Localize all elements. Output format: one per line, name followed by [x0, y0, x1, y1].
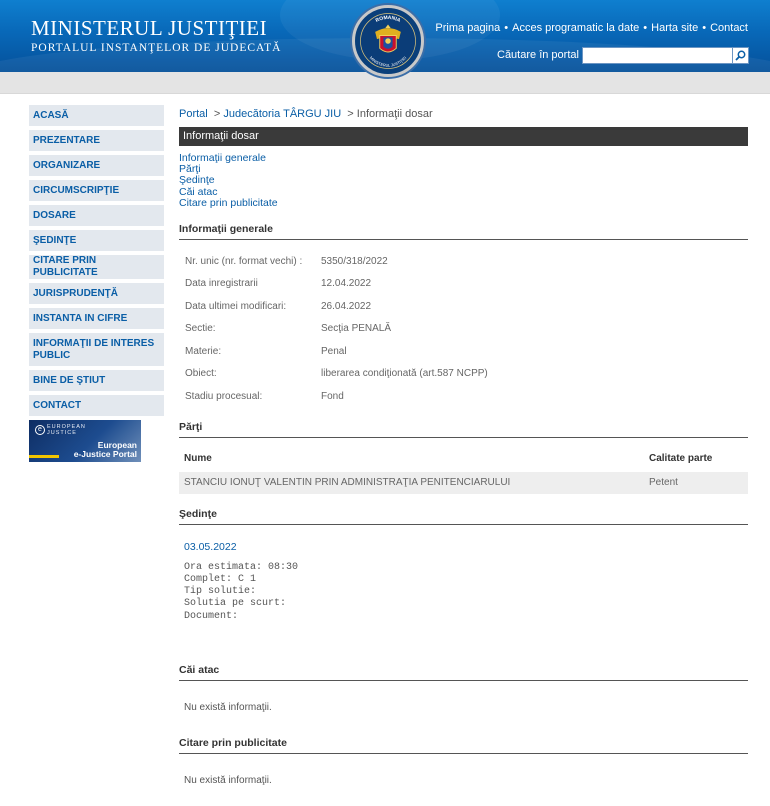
anchor-citare[interactable]: Citare prin publicitate — [179, 196, 278, 209]
info-value: Secţia PENALĂ — [321, 323, 392, 335]
banner-stripe — [29, 455, 59, 458]
site-subtitle: PORTALUL INSTANŢELOR DE JUDECATĂ — [31, 42, 282, 54]
sidebar-item-prezentare[interactable]: PREZENTARE — [29, 130, 164, 151]
link-contact[interactable]: Contact — [710, 22, 748, 34]
general-info-table — [179, 250, 748, 408]
breadcrumb-current: Informaţii dosar — [356, 108, 433, 120]
breadcrumb-sep: > — [347, 108, 354, 120]
banner-big-1: European — [97, 440, 137, 450]
info-value: 26.04.2022 — [321, 300, 372, 312]
search-input[interactable] — [582, 47, 733, 64]
party-role: Petent — [649, 477, 678, 489]
hearing-tip-solutie: Tip solutie: — [184, 586, 257, 598]
sidebar-item-dosare[interactable]: DOSARE — [29, 205, 164, 226]
breadcrumb-sep: > — [213, 108, 221, 120]
e-justice-banner[interactable] — [29, 420, 141, 462]
section-heading-cai-atac: Căi atac — [179, 664, 748, 681]
cai-atac-empty: Nu există informaţii. — [184, 702, 272, 713]
hearing-ora: Ora estimata: 08:30 — [184, 561, 299, 573]
banner-small-1: EUROPEAN — [47, 424, 86, 430]
link-harta-site[interactable]: Harta site — [651, 22, 699, 34]
link-acces-programatic[interactable]: Acces programatic la date — [512, 22, 640, 34]
anchor-parti[interactable]: Părţi — [179, 163, 201, 176]
sidebar-item-bine-de-stiut[interactable]: BINE DE ŞTIUT — [29, 370, 164, 391]
info-key: Materie: — [185, 345, 222, 357]
sidebar-nav — [29, 105, 164, 462]
page-title: Informaţii dosar — [179, 127, 748, 146]
breadcrumb-court[interactable]: Judecătoria TÂRGU JIU — [223, 108, 342, 120]
sidebar-item-sedinte[interactable]: ŞEDINŢE — [29, 230, 164, 251]
citare-empty: Nu există informaţii. — [184, 775, 272, 786]
info-value: Penal — [321, 345, 347, 357]
coat-of-arms-icon — [355, 8, 421, 74]
section-heading-sedinte: Şedinţe — [179, 508, 748, 525]
info-key: Obiect: — [185, 368, 217, 380]
hearing-solutia: Solutia pe scurt: — [184, 598, 287, 610]
info-row — [179, 340, 748, 363]
section-heading-citare: Citare prin publicitate — [179, 737, 748, 754]
sidebar-item-circumscriptie[interactable]: CIRCUMSCRIPŢIE — [29, 180, 164, 201]
anchor-informatii-generale[interactable]: Informaţii generale — [179, 152, 266, 164]
sidebar-item-acasa[interactable]: ACASĂ — [29, 105, 164, 126]
info-value: 5350/318/2022 — [321, 255, 388, 267]
anchor-cai-atac[interactable]: Căi atac — [179, 185, 218, 198]
sidebar-item-interes-public[interactable]: INFORMAŢII DE INTERES PUBLIC — [29, 333, 164, 366]
hearing-details — [179, 562, 748, 623]
section-heading-parti: Părţi — [179, 421, 748, 438]
banner-big-2: e-Justice Portal — [73, 449, 137, 459]
anchor-links — [179, 153, 748, 209]
col-header-calitate: Calitate parte — [649, 453, 713, 465]
link-prima-pagina[interactable]: Prima pagina — [435, 22, 501, 34]
hearing-document: Document: — [184, 610, 239, 622]
search-label: Căutare în portal — [497, 49, 579, 61]
sidebar-item-instanta-cifre[interactable]: INSTANTA IN CIFRE — [29, 308, 164, 329]
search-icon — [735, 50, 746, 61]
info-value: Fond — [321, 390, 344, 402]
info-key: Sectie: — [185, 323, 216, 335]
top-links: Prima pagina • Acces programatic la date • Harta site • Contact — [435, 22, 748, 34]
crest-logo[interactable] — [352, 5, 424, 77]
party-name: STANCIU IONUŢ VALENTIN PRIN ADMINISTRAŢIA PENITENCIARULUI — [184, 477, 511, 489]
site-title: MINISTERUL JUSTIŢIEI — [31, 16, 268, 40]
info-row — [179, 385, 748, 408]
banner-small-2: JUSTICE — [47, 430, 77, 436]
sidebar-item-contact[interactable]: CONTACT — [29, 395, 164, 416]
info-value: liberarea condiţionată (art.587 NCPP) — [321, 368, 488, 380]
parti-table-header — [179, 446, 748, 472]
svg-text:MINISTERUL JUSTIŢIEI: MINISTERUL JUSTIŢIEI — [368, 55, 408, 68]
table-row — [179, 472, 748, 494]
search-button[interactable] — [732, 47, 749, 64]
main-content — [179, 105, 748, 786]
breadcrumb — [179, 105, 748, 123]
info-row — [179, 318, 748, 341]
section-heading-general: Informaţii generale — [179, 223, 748, 240]
hearing-date: 03.05.2022 — [184, 540, 237, 553]
info-key: Stadiu procesual: — [185, 390, 263, 402]
info-row — [179, 295, 748, 318]
svg-text:ROMANIA: ROMANIA — [374, 14, 402, 24]
info-row — [179, 250, 748, 273]
sidebar-item-organizare[interactable]: ORGANIZARE — [29, 155, 164, 176]
info-key: Nr. unic (nr. format vechi) : — [185, 255, 303, 267]
info-key: Data ultimei modificari: — [185, 300, 287, 312]
breadcrumb-portal[interactable]: Portal — [179, 108, 208, 120]
info-row — [179, 363, 748, 386]
sidebar-item-jurisprudenta[interactable]: JURISPRUDENŢĂ — [29, 283, 164, 304]
sidebar-item-citare[interactable]: CITARE PRIN PUBLICITATE — [29, 255, 164, 279]
hearing-complet: Complet: C 1 — [184, 573, 257, 585]
info-key: Data inregistrarii — [185, 278, 258, 290]
info-value: 12.04.2022 — [321, 278, 372, 290]
anchor-sedinte[interactable]: Şedinţe — [179, 174, 215, 187]
e-justice-logo-icon: e — [35, 425, 45, 435]
col-header-nume: Nume — [184, 453, 212, 465]
info-row — [179, 273, 748, 296]
